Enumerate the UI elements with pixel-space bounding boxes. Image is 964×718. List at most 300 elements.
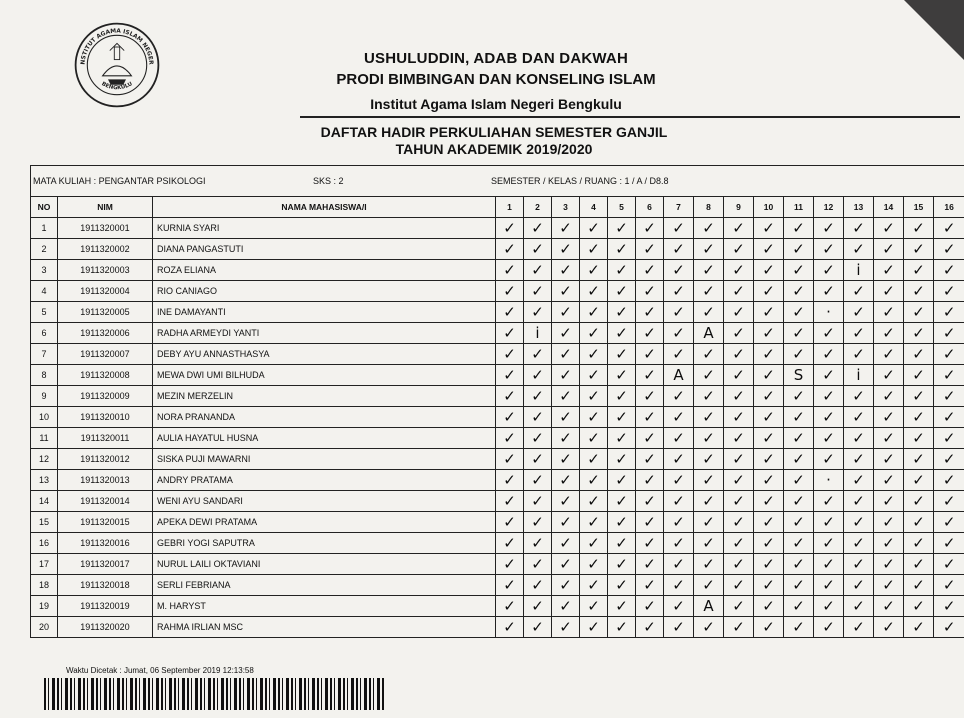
student-name: RIO CANIAGO bbox=[153, 281, 496, 302]
attendance-mark: ✓ bbox=[814, 260, 844, 281]
attendance-mark: ✓ bbox=[904, 428, 934, 449]
student-nim: 1911320016 bbox=[58, 533, 153, 554]
attendance-mark: ✓ bbox=[754, 281, 784, 302]
col-header-session: 15 bbox=[904, 197, 934, 218]
attendance-mark: ✓ bbox=[694, 302, 724, 323]
attendance-mark: ✓ bbox=[636, 470, 664, 491]
attendance-mark: ✓ bbox=[694, 512, 724, 533]
student-nim: 1911320001 bbox=[58, 218, 153, 239]
student-nim: 1911320014 bbox=[58, 491, 153, 512]
attendance-mark: ✓ bbox=[580, 365, 608, 386]
attendance-mark: ✓ bbox=[580, 218, 608, 239]
attendance-mark: ✓ bbox=[874, 470, 904, 491]
attendance-mark: ✓ bbox=[874, 596, 904, 617]
attendance-mark: ✓ bbox=[814, 491, 844, 512]
attendance-mark: ✓ bbox=[904, 554, 934, 575]
attendance-mark: ✓ bbox=[664, 344, 694, 365]
attendance-mark: ✓ bbox=[608, 554, 636, 575]
attendance-mark: ✓ bbox=[636, 239, 664, 260]
attendance-mark: ✓ bbox=[552, 218, 580, 239]
table-row bbox=[31, 386, 964, 407]
student-name: M. HARYST bbox=[153, 596, 496, 617]
attendance-mark: ✓ bbox=[754, 512, 784, 533]
attendance-mark: ✓ bbox=[874, 428, 904, 449]
attendance-mark: ✓ bbox=[724, 617, 754, 638]
attendance-mark: ✓ bbox=[814, 554, 844, 575]
student-nim: 1911320010 bbox=[58, 407, 153, 428]
attendance-mark: ✓ bbox=[524, 218, 552, 239]
table-row bbox=[31, 449, 964, 470]
student-name: AULIA HAYATUL HUSNA bbox=[153, 428, 496, 449]
attendance-mark: ✓ bbox=[904, 302, 934, 323]
attendance-mark: A bbox=[694, 596, 724, 617]
row-number: 4 bbox=[31, 281, 58, 302]
attendance-mark: ✓ bbox=[754, 533, 784, 554]
attendance-mark: ✓ bbox=[724, 302, 754, 323]
attendance-mark: ✓ bbox=[580, 512, 608, 533]
attendance-mark: ✓ bbox=[552, 281, 580, 302]
col-header-session: 11 bbox=[784, 197, 814, 218]
attendance-mark: ✓ bbox=[636, 491, 664, 512]
attendance-mark: ✓ bbox=[754, 344, 784, 365]
attendance-mark: ✓ bbox=[754, 386, 784, 407]
attendance-mark: ✓ bbox=[724, 323, 754, 344]
student-nim: 1911320019 bbox=[58, 596, 153, 617]
attendance-mark: ✓ bbox=[580, 617, 608, 638]
col-header-session: 8 bbox=[694, 197, 724, 218]
attendance-mark: ✓ bbox=[724, 533, 754, 554]
attendance-mark: ✓ bbox=[664, 533, 694, 554]
attendance-mark: ✓ bbox=[496, 323, 524, 344]
attendance-mark: ✓ bbox=[784, 512, 814, 533]
attendance-mark: ✓ bbox=[694, 491, 724, 512]
student-name: SERLI FEBRIANA bbox=[153, 575, 496, 596]
attendance-mark: ✓ bbox=[784, 239, 814, 260]
attendance-mark: ✓ bbox=[496, 260, 524, 281]
attendance-mark: ✓ bbox=[934, 260, 964, 281]
attendance-mark: ✓ bbox=[874, 617, 904, 638]
row-number: 20 bbox=[31, 617, 58, 638]
row-number: 18 bbox=[31, 575, 58, 596]
attendance-mark: ✓ bbox=[874, 575, 904, 596]
attendance-mark: ✓ bbox=[664, 281, 694, 302]
attendance-mark: ✓ bbox=[754, 449, 784, 470]
attendance-mark: ✓ bbox=[694, 428, 724, 449]
student-nim: 1911320012 bbox=[58, 449, 153, 470]
student-nim: 1911320017 bbox=[58, 554, 153, 575]
attendance-mark: ✓ bbox=[784, 533, 814, 554]
meta-row bbox=[31, 166, 964, 197]
attendance-mark: ✓ bbox=[934, 449, 964, 470]
attendance-mark: ✓ bbox=[874, 323, 904, 344]
col-header-session: 6 bbox=[636, 197, 664, 218]
attendance-mark: ✓ bbox=[694, 218, 724, 239]
attendance-mark: ✓ bbox=[934, 596, 964, 617]
barcode bbox=[44, 678, 384, 710]
attendance-mark: ✓ bbox=[608, 470, 636, 491]
attendance-mark: ✓ bbox=[844, 470, 874, 491]
logo-text-top: NSTITUT AGAMA ISLAM NEGER bbox=[80, 28, 154, 65]
attendance-mark: ✓ bbox=[844, 323, 874, 344]
attendance-mark: ✓ bbox=[664, 617, 694, 638]
attendance-mark: ✓ bbox=[934, 512, 964, 533]
attendance-mark: ✓ bbox=[814, 239, 844, 260]
row-number: 3 bbox=[31, 260, 58, 281]
attendance-mark: ✓ bbox=[524, 575, 552, 596]
attendance-mark: ✓ bbox=[608, 449, 636, 470]
attendance-mark: ✓ bbox=[664, 491, 694, 512]
attendance-mark: ✓ bbox=[874, 344, 904, 365]
attendance-mark: ✓ bbox=[636, 596, 664, 617]
attendance-mark: ✓ bbox=[552, 470, 580, 491]
table-row bbox=[31, 323, 964, 344]
student-name: SISKA PUJI MAWARNI bbox=[153, 449, 496, 470]
attendance-mark: ✓ bbox=[904, 533, 934, 554]
attendance-mark: ✓ bbox=[784, 428, 814, 449]
attendance-mark: A bbox=[664, 365, 694, 386]
attendance-mark: ✓ bbox=[904, 470, 934, 491]
attendance-mark: ✓ bbox=[934, 281, 964, 302]
student-nim: 1911320018 bbox=[58, 575, 153, 596]
student-name: NORA PRANANDA bbox=[153, 407, 496, 428]
attendance-mark: ✓ bbox=[636, 575, 664, 596]
row-number: 14 bbox=[31, 491, 58, 512]
attendance-mark: ✓ bbox=[664, 239, 694, 260]
attendance-mark: ✓ bbox=[934, 218, 964, 239]
table-row bbox=[31, 365, 964, 386]
attendance-mark: ✓ bbox=[580, 386, 608, 407]
col-header-session: 3 bbox=[552, 197, 580, 218]
student-name: WENI AYU SANDARI bbox=[153, 491, 496, 512]
attendance-mark: ✓ bbox=[724, 491, 754, 512]
attendance-mark: ✓ bbox=[664, 554, 694, 575]
attendance-mark: ✓ bbox=[724, 281, 754, 302]
attendance-mark: ✓ bbox=[636, 449, 664, 470]
attendance-mark: ✓ bbox=[552, 554, 580, 575]
row-number: 13 bbox=[31, 470, 58, 491]
institution-name: Institut Agama Islam Negeri Bengkulu bbox=[370, 96, 622, 112]
attendance-mark: ✓ bbox=[694, 281, 724, 302]
attendance-mark: ✓ bbox=[844, 407, 874, 428]
attendance-mark: ✓ bbox=[580, 575, 608, 596]
attendance-mark: i bbox=[844, 260, 874, 281]
attendance-mark: ✓ bbox=[754, 575, 784, 596]
attendance-mark: ✓ bbox=[784, 617, 814, 638]
table-row bbox=[31, 344, 964, 365]
attendance-mark: ✓ bbox=[814, 386, 844, 407]
attendance-mark: ✓ bbox=[694, 554, 724, 575]
attendance-mark: ✓ bbox=[844, 428, 874, 449]
attendance-mark: ✓ bbox=[608, 281, 636, 302]
attendance-mark: ✓ bbox=[754, 218, 784, 239]
table-row bbox=[31, 533, 964, 554]
attendance-mark: ✓ bbox=[636, 386, 664, 407]
attendance-mark: ✓ bbox=[844, 575, 874, 596]
attendance-mark: ✓ bbox=[694, 533, 724, 554]
student-name: MEZIN MERZELIN bbox=[153, 386, 496, 407]
student-name: GEBRI YOGI SAPUTRA bbox=[153, 533, 496, 554]
attendance-mark: ✓ bbox=[784, 260, 814, 281]
table-row bbox=[31, 218, 964, 239]
table-row bbox=[31, 554, 964, 575]
attendance-mark: ✓ bbox=[664, 470, 694, 491]
table-row bbox=[31, 575, 964, 596]
attendance-mark: ✓ bbox=[754, 428, 784, 449]
attendance-mark: ✓ bbox=[754, 365, 784, 386]
attendance-mark: ✓ bbox=[496, 218, 524, 239]
attendance-mark: ✓ bbox=[694, 470, 724, 491]
attendance-mark: ✓ bbox=[552, 449, 580, 470]
row-number: 2 bbox=[31, 239, 58, 260]
student-name: ANDRY PRATAMA bbox=[153, 470, 496, 491]
student-name: MEWA DWI UMI BILHUDA bbox=[153, 365, 496, 386]
attendance-mark: ✓ bbox=[552, 407, 580, 428]
col-header-session: 14 bbox=[874, 197, 904, 218]
col-header-session: 13 bbox=[844, 197, 874, 218]
attendance-mark: ✓ bbox=[844, 491, 874, 512]
attendance-mark: ✓ bbox=[904, 260, 934, 281]
attendance-mark: ✓ bbox=[496, 512, 524, 533]
document-title: DAFTAR HADIR PERKULIAHAN SEMESTER GANJIL bbox=[320, 124, 668, 140]
col-header-session: 7 bbox=[664, 197, 694, 218]
attendance-mark: ✓ bbox=[694, 575, 724, 596]
attendance-mark: ✓ bbox=[724, 260, 754, 281]
row-number: 9 bbox=[31, 386, 58, 407]
attendance-mark: ✓ bbox=[694, 344, 724, 365]
table-row bbox=[31, 512, 964, 533]
attendance-mark: ✓ bbox=[580, 470, 608, 491]
attendance-mark: ✓ bbox=[934, 428, 964, 449]
attendance-mark: ✓ bbox=[814, 449, 844, 470]
attendance-mark: ✓ bbox=[608, 428, 636, 449]
attendance-mark: ✓ bbox=[814, 428, 844, 449]
row-number: 5 bbox=[31, 302, 58, 323]
row-number: 16 bbox=[31, 533, 58, 554]
attendance-mark: ✓ bbox=[524, 470, 552, 491]
attendance-table bbox=[30, 165, 964, 638]
attendance-mark: ✓ bbox=[784, 386, 814, 407]
attendance-mark: ✓ bbox=[636, 344, 664, 365]
attendance-mark: ✓ bbox=[934, 407, 964, 428]
attendance-mark: ✓ bbox=[874, 533, 904, 554]
semester-label: SEMESTER / KELAS / RUANG : 1 / A / D8.8 bbox=[491, 176, 669, 186]
attendance-mark: ✓ bbox=[580, 596, 608, 617]
attendance-mark: ✓ bbox=[844, 386, 874, 407]
attendance-mark: ✓ bbox=[874, 512, 904, 533]
attendance-mark: ✓ bbox=[784, 575, 814, 596]
attendance-mark: ✓ bbox=[724, 428, 754, 449]
attendance-mark: ✓ bbox=[524, 533, 552, 554]
attendance-mark: ✓ bbox=[552, 596, 580, 617]
attendance-mark: ✓ bbox=[934, 386, 964, 407]
attendance-mark: ✓ bbox=[524, 260, 552, 281]
student-nim: 1911320008 bbox=[58, 365, 153, 386]
attendance-mark: ✓ bbox=[874, 239, 904, 260]
row-number: 8 bbox=[31, 365, 58, 386]
row-number: 6 bbox=[31, 323, 58, 344]
attendance-mark: ✓ bbox=[904, 281, 934, 302]
attendance-mark: ✓ bbox=[844, 533, 874, 554]
row-number: 17 bbox=[31, 554, 58, 575]
attendance-mark: ✓ bbox=[496, 617, 524, 638]
attendance-mark: ✓ bbox=[904, 239, 934, 260]
attendance-mark: ✓ bbox=[844, 344, 874, 365]
table-row bbox=[31, 428, 964, 449]
attendance-mark: ✓ bbox=[524, 281, 552, 302]
attendance-mark: ✓ bbox=[636, 428, 664, 449]
table-row bbox=[31, 596, 964, 617]
attendance-mark: ✓ bbox=[844, 596, 874, 617]
program-heading: PRODI BIMBINGAN DAN KONSELING ISLAM bbox=[336, 71, 656, 88]
faculty-heading: USHULUDDIN, ADAB DAN DAKWAH bbox=[364, 50, 628, 67]
attendance-mark: ✓ bbox=[608, 407, 636, 428]
attendance-mark: ✓ bbox=[754, 260, 784, 281]
student-nim: 1911320007 bbox=[58, 344, 153, 365]
attendance-mark: ✓ bbox=[724, 470, 754, 491]
attendance-mark: ✓ bbox=[934, 302, 964, 323]
attendance-mark: ✓ bbox=[552, 239, 580, 260]
table-row bbox=[31, 302, 964, 323]
attendance-mark: ✓ bbox=[844, 554, 874, 575]
header-row bbox=[31, 197, 964, 218]
student-nim: 1911320009 bbox=[58, 386, 153, 407]
attendance-mark: ✓ bbox=[580, 407, 608, 428]
attendance-mark: ✓ bbox=[904, 512, 934, 533]
col-header-nim: NIM bbox=[58, 197, 153, 218]
col-header-session: 10 bbox=[754, 197, 784, 218]
attendance-mark: ✓ bbox=[524, 617, 552, 638]
attendance-mark: ✓ bbox=[754, 302, 784, 323]
col-header-session: 12 bbox=[814, 197, 844, 218]
attendance-mark: ✓ bbox=[496, 365, 524, 386]
attendance-mark: ✓ bbox=[552, 344, 580, 365]
table-row bbox=[31, 470, 964, 491]
attendance-mark: ✓ bbox=[784, 491, 814, 512]
attendance-mark: ✓ bbox=[874, 407, 904, 428]
attendance-mark: ✓ bbox=[754, 491, 784, 512]
attendance-mark: ✓ bbox=[524, 344, 552, 365]
attendance-mark: ✓ bbox=[874, 449, 904, 470]
attendance-mark: ✓ bbox=[580, 323, 608, 344]
attendance-mark: ✓ bbox=[934, 491, 964, 512]
attendance-mark: ✓ bbox=[784, 470, 814, 491]
attendance-mark: ✓ bbox=[664, 512, 694, 533]
attendance-mark: ✓ bbox=[784, 344, 814, 365]
attendance-mark: ✓ bbox=[552, 491, 580, 512]
attendance-mark: ✓ bbox=[496, 596, 524, 617]
student-nim: 1911320013 bbox=[58, 470, 153, 491]
attendance-mark: · bbox=[814, 302, 844, 323]
attendance-mark: ✓ bbox=[496, 449, 524, 470]
attendance-mark: ✓ bbox=[524, 386, 552, 407]
attendance-mark: ✓ bbox=[814, 407, 844, 428]
table-row bbox=[31, 407, 964, 428]
attendance-mark: ✓ bbox=[636, 302, 664, 323]
attendance-mark: ✓ bbox=[664, 449, 694, 470]
attendance-mark: ✓ bbox=[496, 470, 524, 491]
attendance-mark: ✓ bbox=[664, 218, 694, 239]
attendance-mark: ✓ bbox=[934, 617, 964, 638]
attendance-mark: ✓ bbox=[664, 596, 694, 617]
student-name: RAHMA IRLIAN MSC bbox=[153, 617, 496, 638]
attendance-mark: ✓ bbox=[784, 449, 814, 470]
attendance-mark: ✓ bbox=[934, 470, 964, 491]
attendance-mark: ✓ bbox=[496, 344, 524, 365]
col-header-session: 4 bbox=[580, 197, 608, 218]
attendance-mark: ✓ bbox=[496, 302, 524, 323]
attendance-mark: · bbox=[814, 470, 844, 491]
attendance-mark: ✓ bbox=[814, 575, 844, 596]
attendance-mark: ✓ bbox=[874, 260, 904, 281]
attendance-mark: ✓ bbox=[524, 491, 552, 512]
attendance-mark: i bbox=[844, 365, 874, 386]
row-number: 1 bbox=[31, 218, 58, 239]
attendance-mark: ✓ bbox=[934, 554, 964, 575]
attendance-mark: ✓ bbox=[636, 365, 664, 386]
col-header-session: 5 bbox=[608, 197, 636, 218]
attendance-mark: ✓ bbox=[580, 533, 608, 554]
table-row bbox=[31, 281, 964, 302]
attendance-mark: ✓ bbox=[784, 323, 814, 344]
attendance-mark: ✓ bbox=[754, 239, 784, 260]
attendance-mark: ✓ bbox=[724, 407, 754, 428]
attendance-mark: ✓ bbox=[934, 323, 964, 344]
attendance-mark: ✓ bbox=[814, 365, 844, 386]
attendance-mark: ✓ bbox=[580, 239, 608, 260]
attendance-mark: ✓ bbox=[844, 512, 874, 533]
attendance-mark: ✓ bbox=[552, 617, 580, 638]
student-nim: 1911320006 bbox=[58, 323, 153, 344]
attendance-mark: ✓ bbox=[552, 386, 580, 407]
attendance-mark: ✓ bbox=[844, 617, 874, 638]
attendance-mark: ✓ bbox=[904, 386, 934, 407]
attendance-mark: ✓ bbox=[664, 575, 694, 596]
col-header-session: 1 bbox=[496, 197, 524, 218]
attendance-mark: ✓ bbox=[724, 512, 754, 533]
attendance-mark: ✓ bbox=[814, 617, 844, 638]
attendance-mark: ✓ bbox=[636, 218, 664, 239]
attendance-mark: ✓ bbox=[552, 302, 580, 323]
attendance-mark: ✓ bbox=[784, 218, 814, 239]
attendance-mark: ✓ bbox=[636, 407, 664, 428]
student-nim: 1911320011 bbox=[58, 428, 153, 449]
attendance-mark: ✓ bbox=[724, 218, 754, 239]
student-nim: 1911320020 bbox=[58, 617, 153, 638]
attendance-mark: ✓ bbox=[874, 365, 904, 386]
attendance-mark: ✓ bbox=[524, 449, 552, 470]
student-name: DEBY AYU ANNASTHASYA bbox=[153, 344, 496, 365]
attendance-mark: ✓ bbox=[724, 575, 754, 596]
attendance-mark: ✓ bbox=[694, 449, 724, 470]
attendance-mark: ✓ bbox=[724, 596, 754, 617]
attendance-mark: ✓ bbox=[636, 323, 664, 344]
attendance-mark: ✓ bbox=[724, 449, 754, 470]
attendance-mark: ✓ bbox=[608, 617, 636, 638]
attendance-mark: ✓ bbox=[844, 302, 874, 323]
table-row bbox=[31, 491, 964, 512]
attendance-mark: ✓ bbox=[608, 365, 636, 386]
attendance-mark: ✓ bbox=[874, 491, 904, 512]
attendance-mark: ✓ bbox=[580, 302, 608, 323]
attendance-mark: ✓ bbox=[580, 449, 608, 470]
attendance-mark: ✓ bbox=[874, 554, 904, 575]
attendance-mark: ✓ bbox=[636, 533, 664, 554]
attendance-mark: ✓ bbox=[552, 260, 580, 281]
student-name: INE DAMAYANTI bbox=[153, 302, 496, 323]
attendance-mark: ✓ bbox=[724, 239, 754, 260]
col-header-no: NO bbox=[31, 197, 58, 218]
course-label: MATA KULIAH : PENGANTAR PSIKOLOGI bbox=[33, 176, 206, 186]
